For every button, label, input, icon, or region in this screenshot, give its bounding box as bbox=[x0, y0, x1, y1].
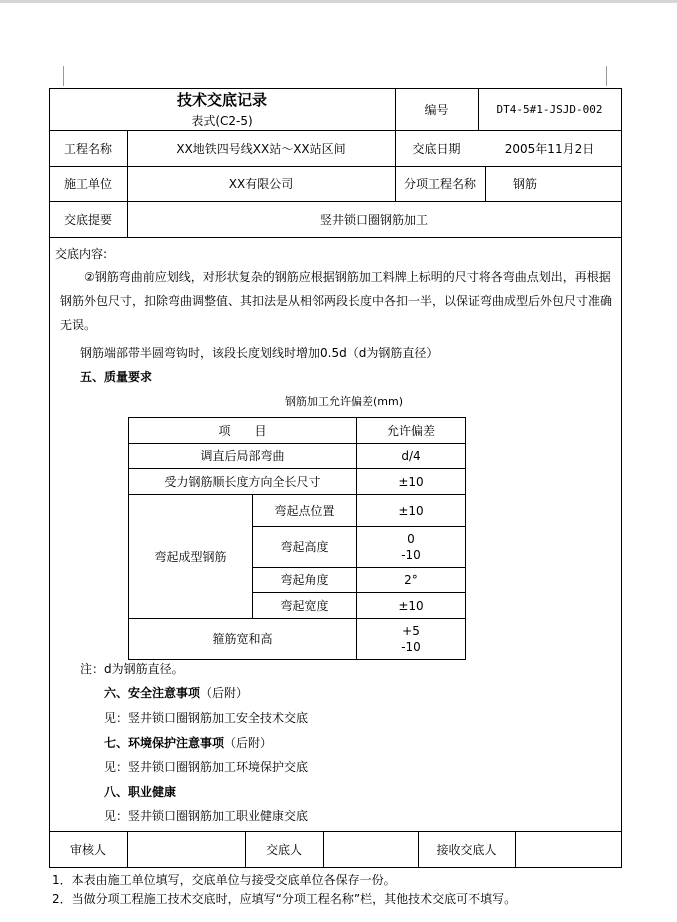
content-heading: 交底内容: bbox=[55, 247, 108, 261]
stirrup-value: +5 -10 bbox=[401, 624, 421, 654]
health-text: 见：竖井锁口圈钢筋加工职业健康交底 bbox=[104, 809, 309, 823]
table-caption: 钢筋加工允许偏差(mm) bbox=[285, 395, 404, 408]
project-name-value: XX地铁四号线XX站～XX站区间 bbox=[176, 141, 346, 156]
row-length-item: 受力钢筋顺长度方向全长尺寸 bbox=[164, 474, 321, 489]
contractor-label: 施工单位 bbox=[63, 177, 112, 191]
bend-angle-value: 2° bbox=[404, 573, 418, 587]
content-paragraph-1: ②钢筋弯曲前应划线，对形状复杂的钢筋应根据钢筋加工料牌上标明的尺寸将各弯曲点划出，再根据钢筋外包尺寸，扣除弯曲调整值、其扣法是从相邻两段长度中各扣一半，以保证弯曲成型后外包尺寸准确无误。 bbox=[60, 270, 613, 332]
subproject-value: 钢筋 bbox=[512, 177, 537, 191]
bend-point-item: 弯起点位置 bbox=[274, 503, 335, 518]
col-tolerance-header: 允许偏差 bbox=[386, 423, 435, 438]
discloser-label: 交底人 bbox=[265, 842, 302, 857]
bend-height-value: 0 -10 bbox=[401, 532, 421, 562]
safety-text: 见：竖井锁口圈钢筋加工安全技术交底 bbox=[104, 711, 309, 725]
row-straighten-item: 调直后局部弯曲 bbox=[200, 449, 285, 463]
health-heading: 八、职业健康 bbox=[104, 785, 177, 799]
left-margin-mark bbox=[63, 66, 64, 86]
form-code: 表式(C2-5) bbox=[191, 113, 253, 128]
bent-bar-group-label: 弯起成型钢筋 bbox=[154, 549, 227, 564]
bend-point-value: ±10 bbox=[398, 503, 424, 518]
number-value: DT4-5#1-JSJD-002 bbox=[496, 102, 603, 116]
date-value: 2005年11月2日 bbox=[504, 141, 595, 156]
col-item-header: 项 目 bbox=[218, 423, 267, 438]
right-margin-mark bbox=[606, 66, 607, 86]
summary-label: 交底提要 bbox=[63, 212, 112, 227]
row-length-value: ±10 bbox=[398, 474, 424, 489]
bend-angle-item: 弯起角度 bbox=[280, 573, 329, 587]
bend-height-item: 弯起高度 bbox=[280, 540, 329, 554]
env-text: 见：竖井锁口圈钢筋加工环境保护交底 bbox=[104, 760, 309, 774]
form-title: 技术交底记录 bbox=[176, 91, 267, 109]
bend-width-value: ±10 bbox=[398, 598, 424, 613]
row-straighten-value: d/4 bbox=[401, 449, 421, 463]
safety-heading: 六、安全注意事项（后附） bbox=[104, 686, 249, 700]
receiver-label: 接收交底人 bbox=[436, 842, 497, 857]
table-note: 注：d为钢筋直径。 bbox=[80, 662, 184, 676]
summary-value: 竖井锁口圈钢筋加工 bbox=[319, 212, 428, 227]
number-label: 编号 bbox=[424, 102, 449, 117]
reviewer-label: 审核人 bbox=[69, 842, 106, 857]
quality-heading: 五、质量要求 bbox=[80, 370, 153, 384]
date-label: 交底日期 bbox=[412, 141, 461, 156]
footnote-1: 1．本表由施工单位填写，交底单位与接受交底单位各保存一份。 bbox=[52, 873, 396, 887]
window-top-edge bbox=[0, 0, 677, 3]
project-name-label: 工程名称 bbox=[63, 141, 112, 156]
subproject-label: 分项工程名称 bbox=[403, 177, 476, 191]
contractor-value: XX有限公司 bbox=[228, 177, 294, 191]
env-heading: 七、环境保护注意事项（后附） bbox=[104, 736, 273, 750]
stirrup-item: 箍筋宽和高 bbox=[212, 632, 273, 646]
footnote-2: 2．当做分项工程施工技术交底时，应填写“分项工程名称”栏，其他技术交底可不填写。 bbox=[52, 892, 517, 906]
bend-width-item: 弯起宽度 bbox=[280, 598, 329, 613]
content-paragraph-2: 钢筋端部带半圆弯钩时，该段长度划线时增加0.5d（d为钢筋直径） bbox=[80, 346, 439, 360]
